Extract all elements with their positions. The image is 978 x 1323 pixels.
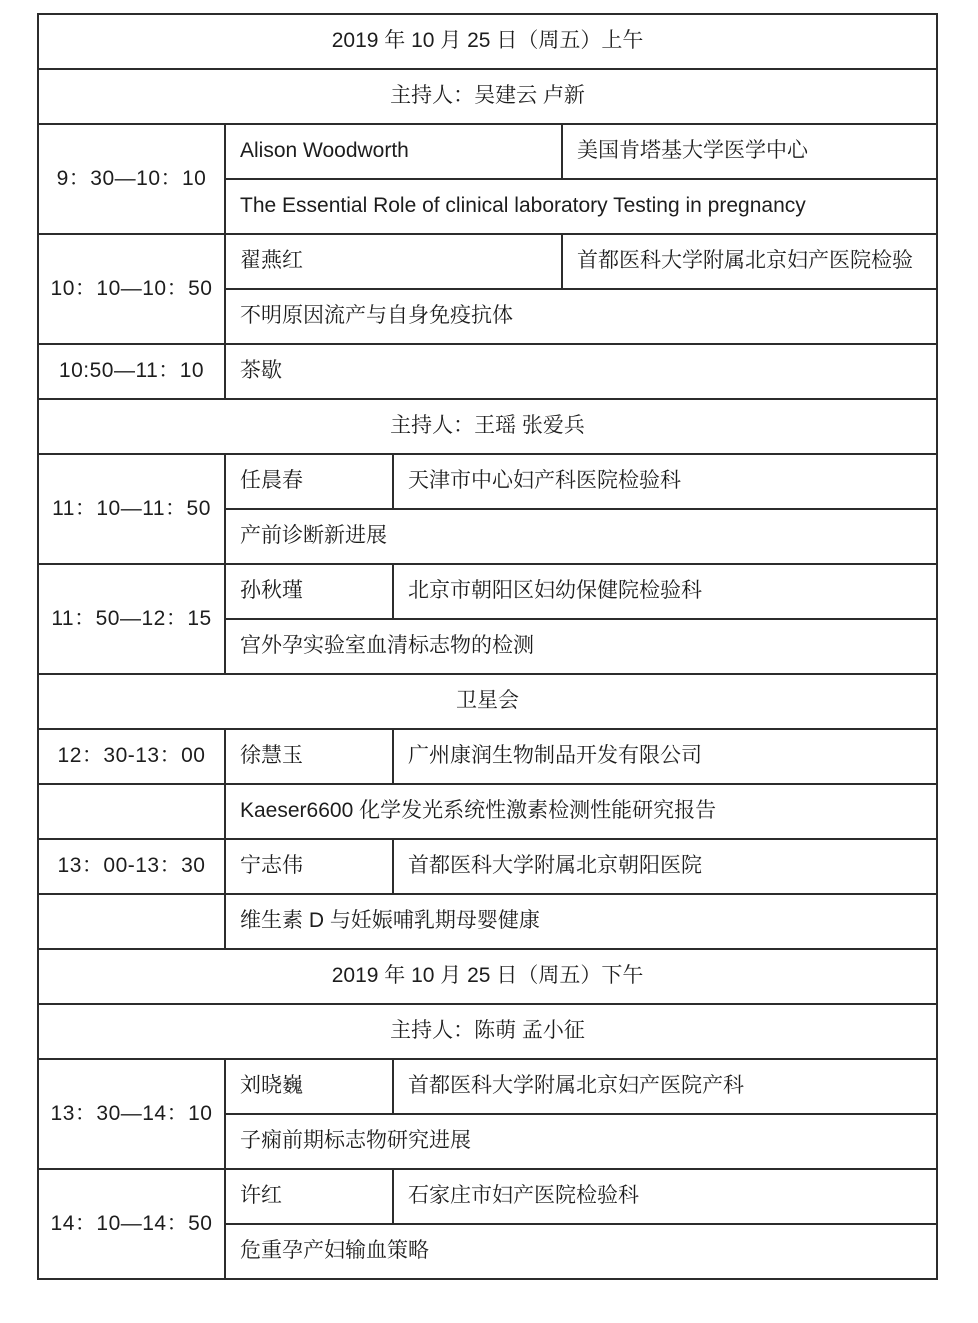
time-cell: 9：30—10：10 xyxy=(38,124,225,234)
time-cell: 13：00-13：30 xyxy=(38,839,225,894)
speaker-cell: Alison Woodworth xyxy=(225,124,562,179)
affiliation-cell: 天津市中心妇产科医院检验科 xyxy=(393,454,937,509)
tea-break-label: 茶歇 xyxy=(225,344,937,399)
speaker-cell: 翟燕红 xyxy=(225,234,562,289)
conference-schedule xyxy=(37,13,938,1280)
affiliation-cell: 首都医科大学附属北京妇产医院产科 xyxy=(393,1059,937,1114)
time-cell-empty xyxy=(38,784,225,839)
affiliation-cell: 首都医科大学附属北京妇产医院检验 xyxy=(562,234,937,289)
moderators-morning-second: 主持人：王瑶 张爱兵 xyxy=(38,399,937,454)
talk-row xyxy=(38,1169,937,1224)
speaker-cell: 任晨春 xyxy=(225,454,393,509)
talk-row xyxy=(38,564,937,619)
session-date-row xyxy=(38,14,937,69)
time-cell: 14：10—14：50 xyxy=(38,1169,225,1279)
time-cell: 11：10—11：50 xyxy=(38,454,225,564)
affiliation-cell: 广州康润生物制品开发有限公司 xyxy=(393,729,937,784)
conference-schedule-table xyxy=(37,13,938,1280)
speaker-cell: 许红 xyxy=(225,1169,393,1224)
time-cell: 10:50—11：10 xyxy=(38,344,225,399)
talk-title-cell: 子痫前期标志物研究进展 xyxy=(225,1114,937,1169)
time-cell: 12：30-13：00 xyxy=(38,729,225,784)
satellite-session-row xyxy=(38,674,937,729)
talk-title-cell: 维生素 D 与妊娠哺乳期母婴健康 xyxy=(225,894,937,949)
moderators-row xyxy=(38,1004,937,1059)
speaker-cell: 宁志伟 xyxy=(225,839,393,894)
affiliation-cell: 美国肯塔基大学医学中心 xyxy=(562,124,937,179)
schedule-table-body xyxy=(38,14,937,1279)
talk-row xyxy=(38,454,937,509)
talk-title-cell: 不明原因流产与自身免疫抗体 xyxy=(225,289,937,344)
talk-title-row xyxy=(38,894,937,949)
speaker-cell: 孙秋瑾 xyxy=(225,564,393,619)
talk-title-cell: The Essential Role of clinical laboratory Testing in pregnancy xyxy=(225,179,937,234)
tea-break-row xyxy=(38,344,937,399)
talk-row xyxy=(38,839,937,894)
time-cell: 11：50—12：15 xyxy=(38,564,225,674)
time-cell: 10：10—10：50 xyxy=(38,234,225,344)
time-cell: 13：30—14：10 xyxy=(38,1059,225,1169)
talk-title-cell: 危重孕产妇输血策略 xyxy=(225,1224,937,1279)
session-date-morning: 2019 年 10 月 25 日（周五）上午 xyxy=(38,14,937,69)
talk-title-row xyxy=(38,784,937,839)
session-date-row xyxy=(38,949,937,1004)
talk-title-cell: 产前诊断新进展 xyxy=(225,509,937,564)
talk-row xyxy=(38,124,937,179)
talk-row xyxy=(38,1059,937,1114)
talk-title-cell: Kaeser6600 化学发光系统性激素检测性能研究报告 xyxy=(225,784,937,839)
moderators-afternoon: 主持人：陈萌 孟小征 xyxy=(38,1004,937,1059)
affiliation-cell: 北京市朝阳区妇幼保健院检验科 xyxy=(393,564,937,619)
speaker-cell: 徐慧玉 xyxy=(225,729,393,784)
moderators-row xyxy=(38,399,937,454)
speaker-cell: 刘晓巍 xyxy=(225,1059,393,1114)
moderators-morning-first: 主持人：吴建云 卢新 xyxy=(38,69,937,124)
talk-title-cell: 宫外孕实验室血清标志物的检测 xyxy=(225,619,937,674)
affiliation-cell: 首都医科大学附属北京朝阳医院 xyxy=(393,839,937,894)
time-cell-empty xyxy=(38,894,225,949)
satellite-session-header: 卫星会 xyxy=(38,674,937,729)
talk-row xyxy=(38,234,937,289)
moderators-row xyxy=(38,69,937,124)
affiliation-cell: 石家庄市妇产医院检验科 xyxy=(393,1169,937,1224)
talk-row xyxy=(38,729,937,784)
session-date-afternoon: 2019 年 10 月 25 日（周五）下午 xyxy=(38,949,937,1004)
